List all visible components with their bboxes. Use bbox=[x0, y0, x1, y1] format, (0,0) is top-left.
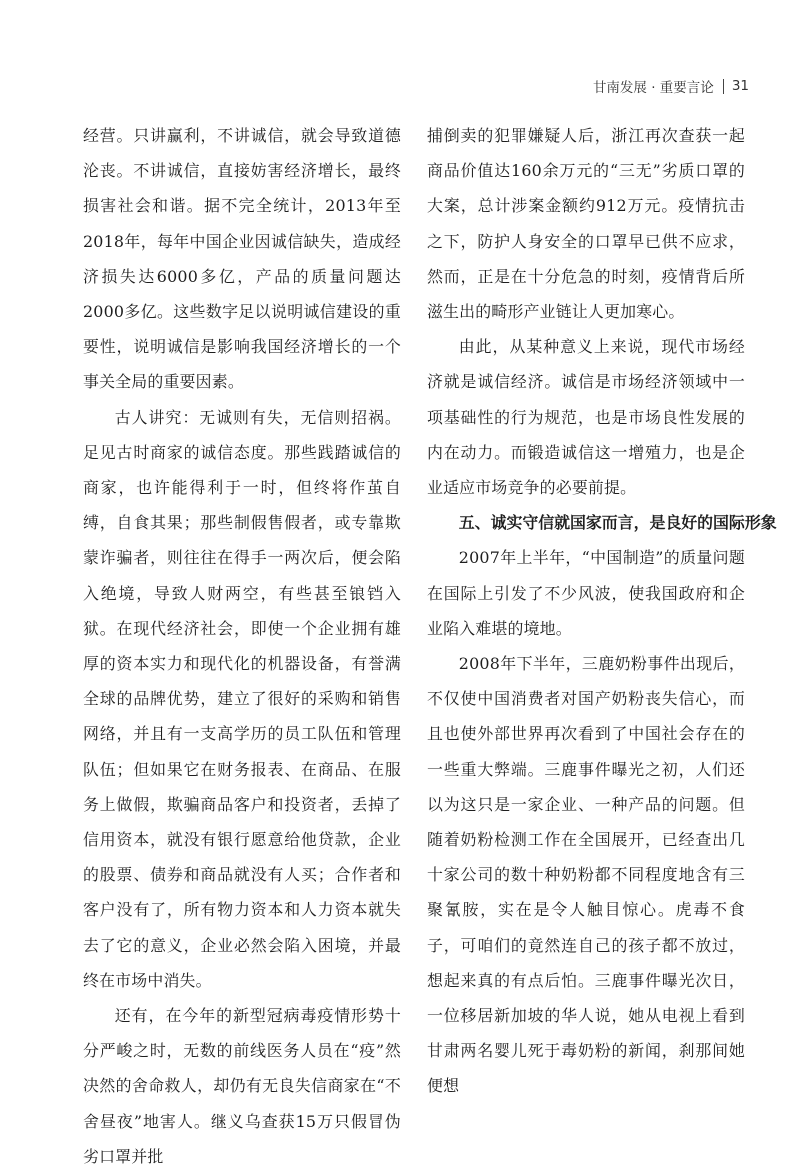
header-divider bbox=[723, 79, 724, 94]
left-column bbox=[83, 118, 401, 1174]
paragraph: 2008年下半年，三鹿奶粉事件出现后，不仅使中国消费者对国产奶粉丧失信心，而且也使外部世界再次看到了中国社会存在的一些重大弊端。三鹿事件曝光之初，人们还以为这只是一家企业、一种产品的问题。但随着奶粉检测工作在全国展开，已经查出几十家公司的数十种奶粉都不同程度地含有三聚氰胺，实在是令人触目惊心。虎毒不食子，可咱们的竟然连自己的孩子都不放过，想起来真的有点后怕。三鹿事件曝光次日，一位移居新加坡的华人说，她从电视上看到甘肃两名婴儿死于毒奶粉的新闻，刹那间她便想 bbox=[427, 654, 745, 1096]
section-title: 甘南发展 · 重要言论 bbox=[592, 80, 714, 96]
paragraph: 捕倒卖的犯罪嫌疑人后，浙江再次查获一起商品价值达160余万元的“三无”劣质口罩的大案，总计涉案金额约912万元。疫情抗击之下，防护人身安全的口罩早已供不应求，然而，正是在十分危急的时刻，疫情背后所滋生出的畸形产业链让人更加寒心。 bbox=[427, 126, 745, 322]
right-column bbox=[427, 118, 777, 1104]
paragraph: 经营。只讲赢利，不讲诚信，就会导致道德沦丧。不讲诚信，直接妨害经济增长，最终损害社会和谐。据不完全统计，2013年至2018年，每年中国企业因诚信缺失，造成经济损失达6000多亿，产品的质量问题达2000多亿。这些数字足以说明诚信建设的重要性，说明诚信是影响我国经济增长的一个事关全局的重要因素。 bbox=[83, 126, 401, 392]
running-header bbox=[593, 76, 749, 96]
paragraph: 古人讲究：无诚则有失，无信则招祸。足见古时商家的诚信态度。那些践踏诚信的商家，也许能得利于一时，但终将作茧自缚，自食其果；那些制假售假者，或专靠欺蒙诈骗者，则往往在得手一两次后，便会陷入绝境，导致人财两空，有些甚至锒铛入狱。在现代经济社会，即使一个企业拥有雄厚的资本实力和现代化的机器设备，有誉满全球的品牌优势，建立了很好的采购和销售网络，并且有一支高学历的员工队伍和管理队伍；但如果它在财务报表、在商品、在服务上做假，欺骗商品客户和投资者，丢掉了信用资本，就没有银行愿意给他贷款，企业的股票、债券和商品就没有人买；合作者和客户没有了，所有物力资本和人力资本就失去了它的意义，企业必然会陷入困境，并最终在市场中消失。 bbox=[83, 407, 401, 990]
page-number: 31 bbox=[731, 78, 749, 94]
section-heading: 五、诚实守信就国家而言，是良好的国际形象 bbox=[458, 513, 777, 533]
paragraph: 还有，在今年的新型冠病毒疫情形势十分严峻之时，无数的前线医务人员在“疫”然决然的舍命救人，却仍有无良失信商家在“不舍昼夜”地害人。继义乌查获15万只假冒伪劣口罩并批 bbox=[83, 1006, 401, 1166]
paragraph: 2007年上半年，“中国制造”的质量问题在国际上引发了不少风波，使我国政府和企业陷入难堪的境地。 bbox=[427, 548, 745, 638]
paragraph: 由此，从某种意义上来说，现代市场经济就是诚信经济。诚信是市场经济领域中一项基础性的行为规范，也是市场良性发展的内在动力。而锻造诚信这一增殖力，也是企业适应市场竞争的必要前提。 bbox=[427, 337, 745, 498]
